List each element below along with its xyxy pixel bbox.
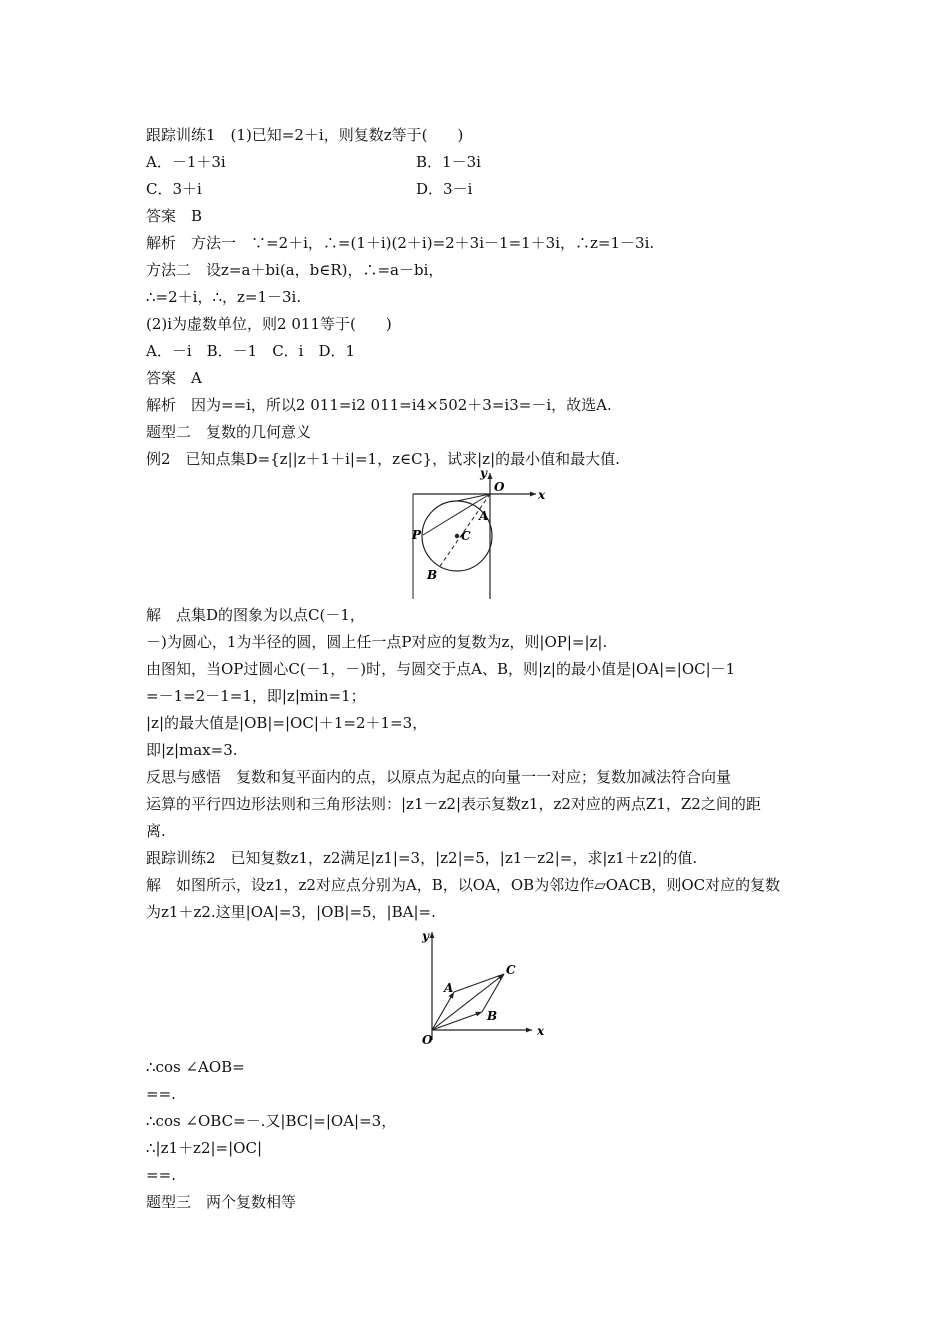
practice-2-solution-1: 解 如图所示，设z1，z2对应点分别为A，B，以OA，OB为邻边作▱OACB，则OC对应的复数: [146, 876, 781, 894]
calc-line-3: ∴cos ∠OBC=－.又|BC|=|OA|=3，: [146, 1112, 397, 1130]
option-c: C．3＋i: [146, 180, 202, 198]
fig1-a-label: A: [479, 509, 489, 523]
reflection-line-3: 离.: [146, 822, 166, 840]
calc-line-5: ==.: [146, 1166, 176, 1184]
option-a: A．－1＋3i: [146, 153, 226, 171]
fig1-x-label: x: [538, 488, 546, 502]
solution-line-5: |z|的最大值是|OB|=|OC|＋1=2＋1=3，: [146, 714, 428, 732]
document-page: [146, 122, 816, 1216]
analysis-result: ∴=2＋i，∴，z=1－3i.: [146, 288, 302, 306]
fig2-x-label: x: [537, 1024, 545, 1038]
practice-2-solution-2: 为z1＋z2.这里|OA|=3，|OB|=5，|BA|=.: [146, 903, 436, 921]
solution-line-1: 解 点集D的图象为以点C(－1，: [146, 606, 365, 624]
option-d: D．3－i: [416, 180, 473, 198]
solution-line-6: 即|z|max=3.: [146, 741, 238, 759]
options-row-2: [146, 176, 816, 203]
fig1-p-label: P: [412, 528, 422, 542]
question-2: (2)i为虚数单位，则2 011等于( ): [146, 315, 392, 333]
solution-line-2: －)为圆心，1为半径的圆，圆上任一点P对应的复数为z，则|OP|=|z|.: [146, 633, 608, 651]
analysis-2: 解析 因为==i，所以2 011=i2 011=i4×502＋3=i3=－i，故选A.: [146, 396, 612, 414]
solution-line-3: 由图知，当OP过圆心C(－1，－)时，与圆交于点A、B，则|z|的最小值是|OA|=|OC|－1: [146, 660, 736, 678]
fig2-y-label: y: [422, 929, 429, 943]
analysis-method-1: 解析 方法一 ∵=2＋i，∴=(1＋i)(2＋i)=2＋3i－1=1＋3i，∴z=1－3i.: [146, 234, 655, 252]
example-2: 例2 已知点集D={z||z＋1＋i|=1，z∈C}，试求|z|的最小值和最大值.: [146, 450, 620, 468]
fig1-c-label: C: [461, 529, 471, 543]
section-heading-2: 题型二 复数的几何意义: [146, 423, 312, 441]
calc-line-1: ∴cos ∠AOB=: [146, 1058, 245, 1076]
parallelogram-diagram: [146, 928, 816, 1050]
answer-line-2: 答案 A: [146, 369, 202, 387]
question-2-options: A．－i B．－1 C．i D．1: [146, 342, 356, 360]
calc-line-4: ∴|z1＋z2|=|OC|: [146, 1139, 262, 1157]
fig1-o-label: O: [494, 480, 505, 494]
reflection-line-2: 运算的平行四边形法则和三角形法则：|z1－z2|表示复数z1，z2对应的两点Z1，Z2之间的距: [146, 795, 761, 813]
solution-line-4: =－1=2－1=1，即|z|min=1；: [146, 687, 366, 705]
answer-line: 答案 B: [146, 207, 203, 225]
practice-1-heading: 跟踪训练1 (1)已知=2＋i，则复数z等于( ): [146, 126, 464, 144]
fig2-b-label: B: [487, 1009, 498, 1023]
circle-diagram: [146, 466, 816, 602]
fig2-o-label: O: [422, 1033, 433, 1047]
circle-figure: [146, 466, 816, 602]
section-heading-3: 题型三 两个复数相等: [146, 1193, 297, 1211]
options-row-1: [146, 149, 816, 176]
fig1-b-label: B: [427, 568, 438, 582]
fig2-c-label: C: [506, 963, 516, 977]
parallelogram-figure: [146, 928, 816, 1050]
practice-2: 跟踪训练2 已知复数z1，z2满足|z1|=3，|z2|=5，|z1－z2|=，求|z1＋z2|的值.: [146, 849, 698, 867]
analysis-method-2: 方法二 设z=a＋bi(a，b∈R)，∴=a－bi，: [146, 261, 444, 279]
fig1-y-label: y: [480, 466, 487, 480]
option-b: B．1－3i: [416, 153, 481, 171]
fig2-a-label: A: [444, 981, 454, 995]
reflection-line-1: 反思与感悟 复数和复平面内的点，以原点为起点的向量一一对应；复数加减法符合向量: [146, 768, 732, 786]
calc-line-2: ==.: [146, 1085, 176, 1103]
